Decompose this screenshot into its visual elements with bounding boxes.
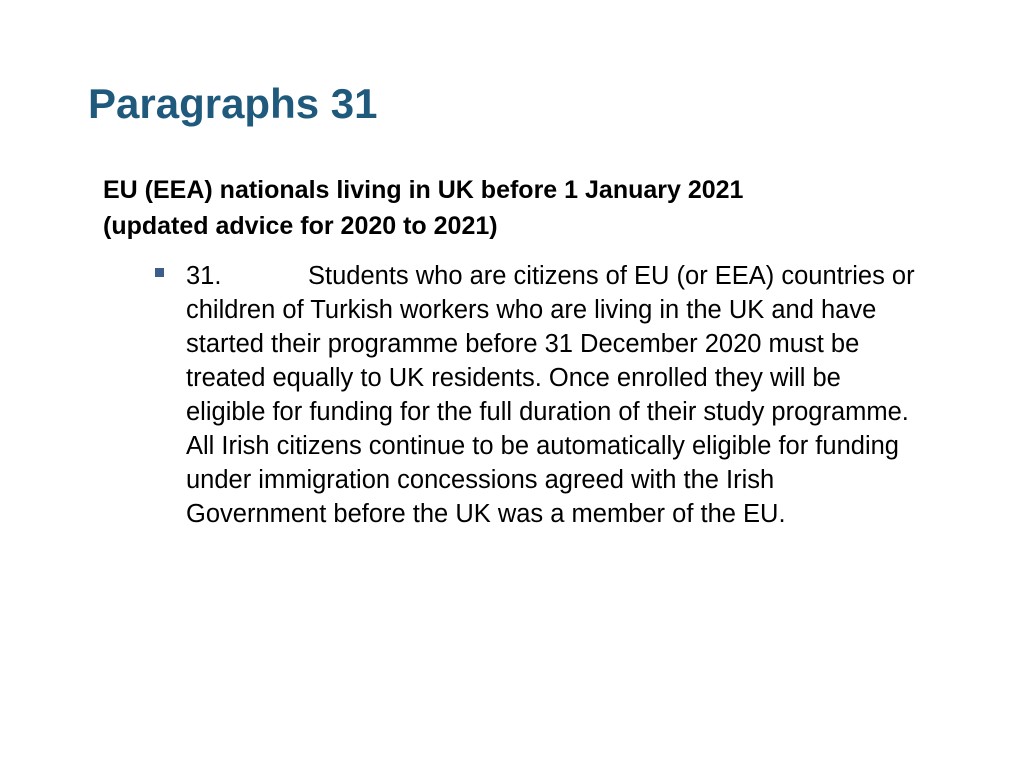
square-bullet-icon	[155, 268, 164, 277]
paragraph-body: Students who are citizens of EU (or EEA) countries or children of Turkish workers who are living in the UK and have started their programme before 31 December 2020 must be treated equally to UK residents. Once enrolled they will be eligible for funding for the full duration of their study programme. All Irish citizens continue to be automatically eligible for funding under immigration concessions agreed with the Irish Government before the UK was a member of the EU.	[186, 262, 915, 528]
section-heading	[103, 172, 883, 244]
slide-title: Paragraphs 31	[88, 80, 378, 127]
section-heading-line-1: EU (EEA) nationals living in UK before 1 January 2021	[103, 176, 744, 204]
bullet-text	[186, 259, 916, 531]
section-heading-line-2: (updated advice for 2020 to 2021)	[103, 212, 498, 240]
paragraph-number: 31.	[186, 262, 222, 290]
